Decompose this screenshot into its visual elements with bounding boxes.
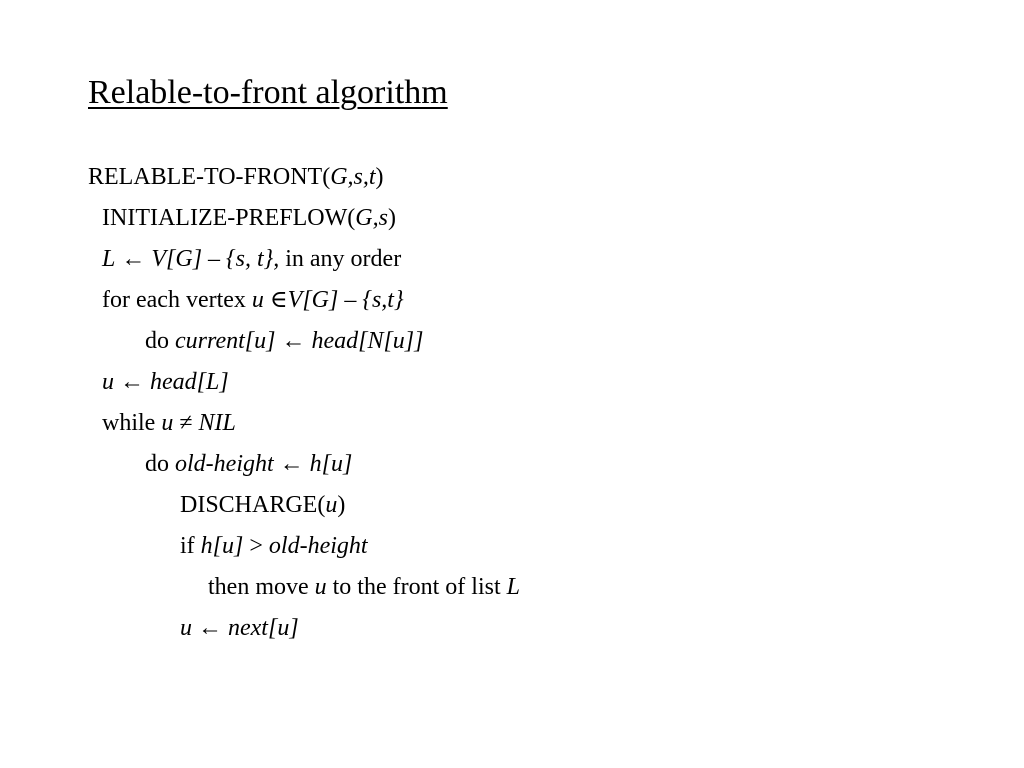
keyword: while xyxy=(102,410,162,436)
variable: u xyxy=(180,615,192,641)
code-line-1 xyxy=(88,160,520,201)
assign-arrow: ← xyxy=(192,615,228,641)
code-line-2 xyxy=(88,201,520,242)
variable: L xyxy=(102,246,116,272)
procedure-name: RELABLE-TO-FRONT( xyxy=(88,164,331,190)
rhs: head[L] xyxy=(150,369,229,395)
lhs: h[u] xyxy=(200,533,244,559)
keyword: for each vertex xyxy=(102,287,252,313)
comment-text: in any order xyxy=(279,246,402,272)
code-line-5 xyxy=(88,324,520,365)
code-line-6 xyxy=(88,365,520,406)
keyword: if xyxy=(180,533,201,559)
rhs: NIL xyxy=(198,410,236,436)
variable: u xyxy=(102,369,114,395)
code-line-7 xyxy=(88,406,520,447)
assign-arrow: ← xyxy=(275,328,312,354)
keyword: do xyxy=(145,451,175,477)
pseudocode-block xyxy=(88,160,520,652)
variable: u xyxy=(161,410,174,436)
rhs: h[u] xyxy=(309,451,353,477)
keyword: do xyxy=(145,328,175,354)
element-of-symbol: ∈ xyxy=(263,287,288,313)
rhs: old-height xyxy=(268,533,368,559)
keyword: then move xyxy=(208,574,315,600)
greater-than-symbol: > xyxy=(243,533,269,559)
assign-arrow: ← xyxy=(114,369,150,395)
variable: u xyxy=(251,287,264,313)
assign-arrow: ← xyxy=(273,451,310,477)
code-line-4 xyxy=(88,283,520,324)
text: to the front of list xyxy=(326,574,507,600)
assign-arrow: ← xyxy=(115,246,152,272)
variable: u xyxy=(314,574,327,600)
call-name: DISCHARGE( xyxy=(180,492,326,518)
not-equal-symbol: ≠ xyxy=(173,410,199,436)
variable: u xyxy=(325,492,338,518)
rhs: head[N[u]] xyxy=(311,328,424,354)
expression: V[G] – {s, t}, xyxy=(151,246,280,272)
list-variable: L xyxy=(506,574,520,600)
paren-close: ) xyxy=(387,205,396,231)
call-args: G,s xyxy=(355,205,388,231)
lhs: current[u] xyxy=(175,328,276,354)
slide-title: Relable-to-front algorithm xyxy=(88,74,448,111)
procedure-args: G,s,t xyxy=(330,164,376,190)
paren-close: ) xyxy=(337,492,346,518)
lhs: old-height xyxy=(175,451,274,477)
call-name: INITIALIZE-PREFLOW( xyxy=(102,205,356,231)
code-line-9 xyxy=(88,488,520,529)
code-line-10 xyxy=(88,529,520,570)
code-line-12 xyxy=(88,611,520,652)
code-line-8 xyxy=(88,447,520,488)
paren-close: ) xyxy=(375,164,384,190)
rhs: next[u] xyxy=(228,615,299,641)
expression: V[G] – {s,t} xyxy=(287,287,404,313)
code-line-3 xyxy=(88,242,520,283)
code-line-11 xyxy=(88,570,520,611)
